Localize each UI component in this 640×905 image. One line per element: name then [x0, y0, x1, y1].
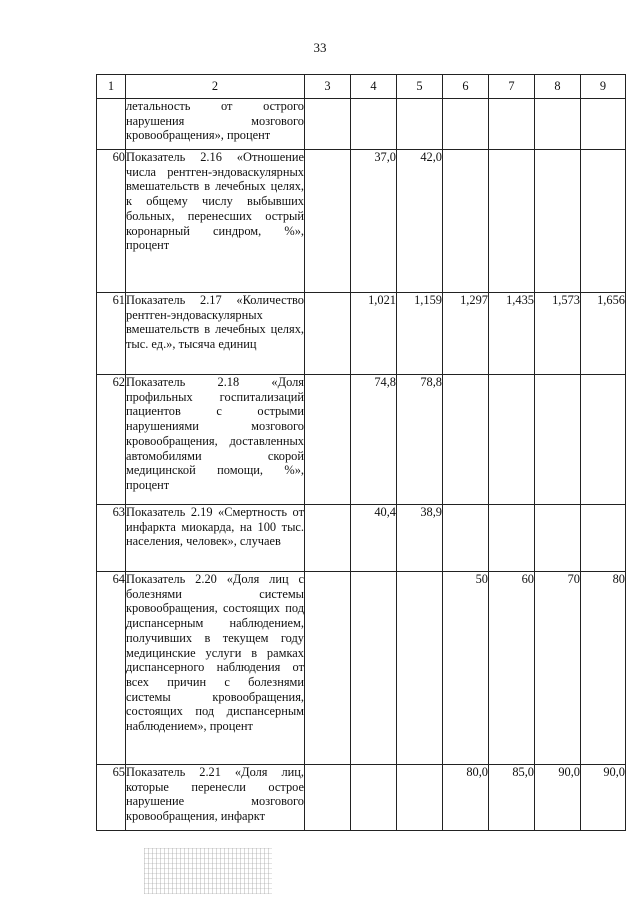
table-row	[97, 572, 626, 765]
value-cell: 80,0	[443, 765, 489, 831]
column-header: 7	[489, 75, 535, 99]
value-cell	[397, 572, 443, 765]
indicator-description: летальность от острого нарушения мозгового кровообращения», процент	[126, 99, 305, 150]
indicator-description: Показатель 2.19 «Смертность от инфаркта миокарда, на 100 тыс. населения, человек», случаев	[126, 505, 305, 572]
value-cell	[443, 505, 489, 572]
value-cell	[581, 150, 626, 293]
value-cell	[351, 572, 397, 765]
value-cell	[535, 99, 581, 150]
value-cell	[305, 505, 351, 572]
value-cell: 74,8	[351, 375, 397, 505]
value-cell: 90,0	[581, 765, 626, 831]
value-cell	[535, 150, 581, 293]
value-cell: 1,656	[581, 293, 626, 375]
indicator-description: Показатель 2.17 «Количество рентген-эндоваскулярных вмешательств в лечебных целях, тыс. ед.», тысяча единиц	[126, 293, 305, 375]
column-header: 8	[535, 75, 581, 99]
value-cell	[581, 99, 626, 150]
value-cell	[351, 99, 397, 150]
row-number: 62	[97, 375, 126, 505]
value-cell: 80	[581, 572, 626, 765]
row-number: 64	[97, 572, 126, 765]
value-cell: 37,0	[351, 150, 397, 293]
value-cell	[305, 765, 351, 831]
table-header-row	[97, 75, 626, 99]
table-row	[97, 99, 626, 150]
value-cell	[443, 375, 489, 505]
value-cell: 1,573	[535, 293, 581, 375]
column-header: 6	[443, 75, 489, 99]
value-cell: 1,159	[397, 293, 443, 375]
value-cell	[535, 375, 581, 505]
column-header: 5	[397, 75, 443, 99]
value-cell	[397, 99, 443, 150]
value-cell: 50	[443, 572, 489, 765]
value-cell: 1,435	[489, 293, 535, 375]
value-cell: 70	[535, 572, 581, 765]
value-cell	[489, 505, 535, 572]
table-row	[97, 293, 626, 375]
row-number: 63	[97, 505, 126, 572]
column-header: 4	[351, 75, 397, 99]
value-cell	[397, 765, 443, 831]
value-cell	[443, 99, 489, 150]
indicator-description: Показатель 2.16 «Отношение числа рентген-эндоваскулярных вмешательств в лечебных целях, к общему числу выбывших больных, перенесших острый коронарный синдром, %», процент	[126, 150, 305, 293]
indicators-table	[96, 74, 626, 831]
value-cell: 78,8	[397, 375, 443, 505]
value-cell: 60	[489, 572, 535, 765]
value-cell	[351, 765, 397, 831]
row-number	[97, 99, 126, 150]
value-cell: 1,297	[443, 293, 489, 375]
value-cell	[305, 99, 351, 150]
value-cell: 38,9	[397, 505, 443, 572]
value-cell	[535, 505, 581, 572]
table-row	[97, 150, 626, 293]
table-row	[97, 505, 626, 572]
column-header: 3	[305, 75, 351, 99]
page-number: 33	[313, 40, 327, 55]
row-number: 60	[97, 150, 126, 293]
column-header: 1	[97, 75, 126, 99]
value-cell: 42,0	[397, 150, 443, 293]
value-cell	[305, 293, 351, 375]
table-row	[97, 375, 626, 505]
value-cell	[305, 150, 351, 293]
value-cell	[489, 150, 535, 293]
row-number: 65	[97, 765, 126, 831]
indicator-description: Показатель 2.18 «Доля профильных госпитализаций пациентов с острыми нарушениями мозгового кровообращения, доставленных автомобилями скорой медицинской помощи, %», процент	[126, 375, 305, 505]
value-cell	[305, 375, 351, 505]
value-cell: 90,0	[535, 765, 581, 831]
table-row	[97, 765, 626, 831]
value-cell	[305, 572, 351, 765]
indicator-description: Показатель 2.21 «Доля лиц, которые перенесли острое нарушение мозгового кровообращения, инфаркт	[126, 765, 305, 831]
value-cell	[443, 150, 489, 293]
value-cell: 1,021	[351, 293, 397, 375]
value-cell: 40,4	[351, 505, 397, 572]
row-number: 61	[97, 293, 126, 375]
column-header: 9	[581, 75, 626, 99]
indicator-description: Показатель 2.20 «Доля лиц с болезнями системы кровообращения, состоящих под диспансерным наблюдением, получивших в текущем году медицинские услуги в рамках диспансерного наблюдения от всех причин с болезнями системы кровообращения, состоящих под диспансерным наблюдением», процент	[126, 572, 305, 765]
value-cell: 85,0	[489, 765, 535, 831]
faint-stamp-mark	[144, 848, 272, 894]
value-cell	[489, 375, 535, 505]
value-cell	[489, 99, 535, 150]
column-header: 2	[126, 75, 305, 99]
value-cell	[581, 375, 626, 505]
value-cell	[581, 505, 626, 572]
